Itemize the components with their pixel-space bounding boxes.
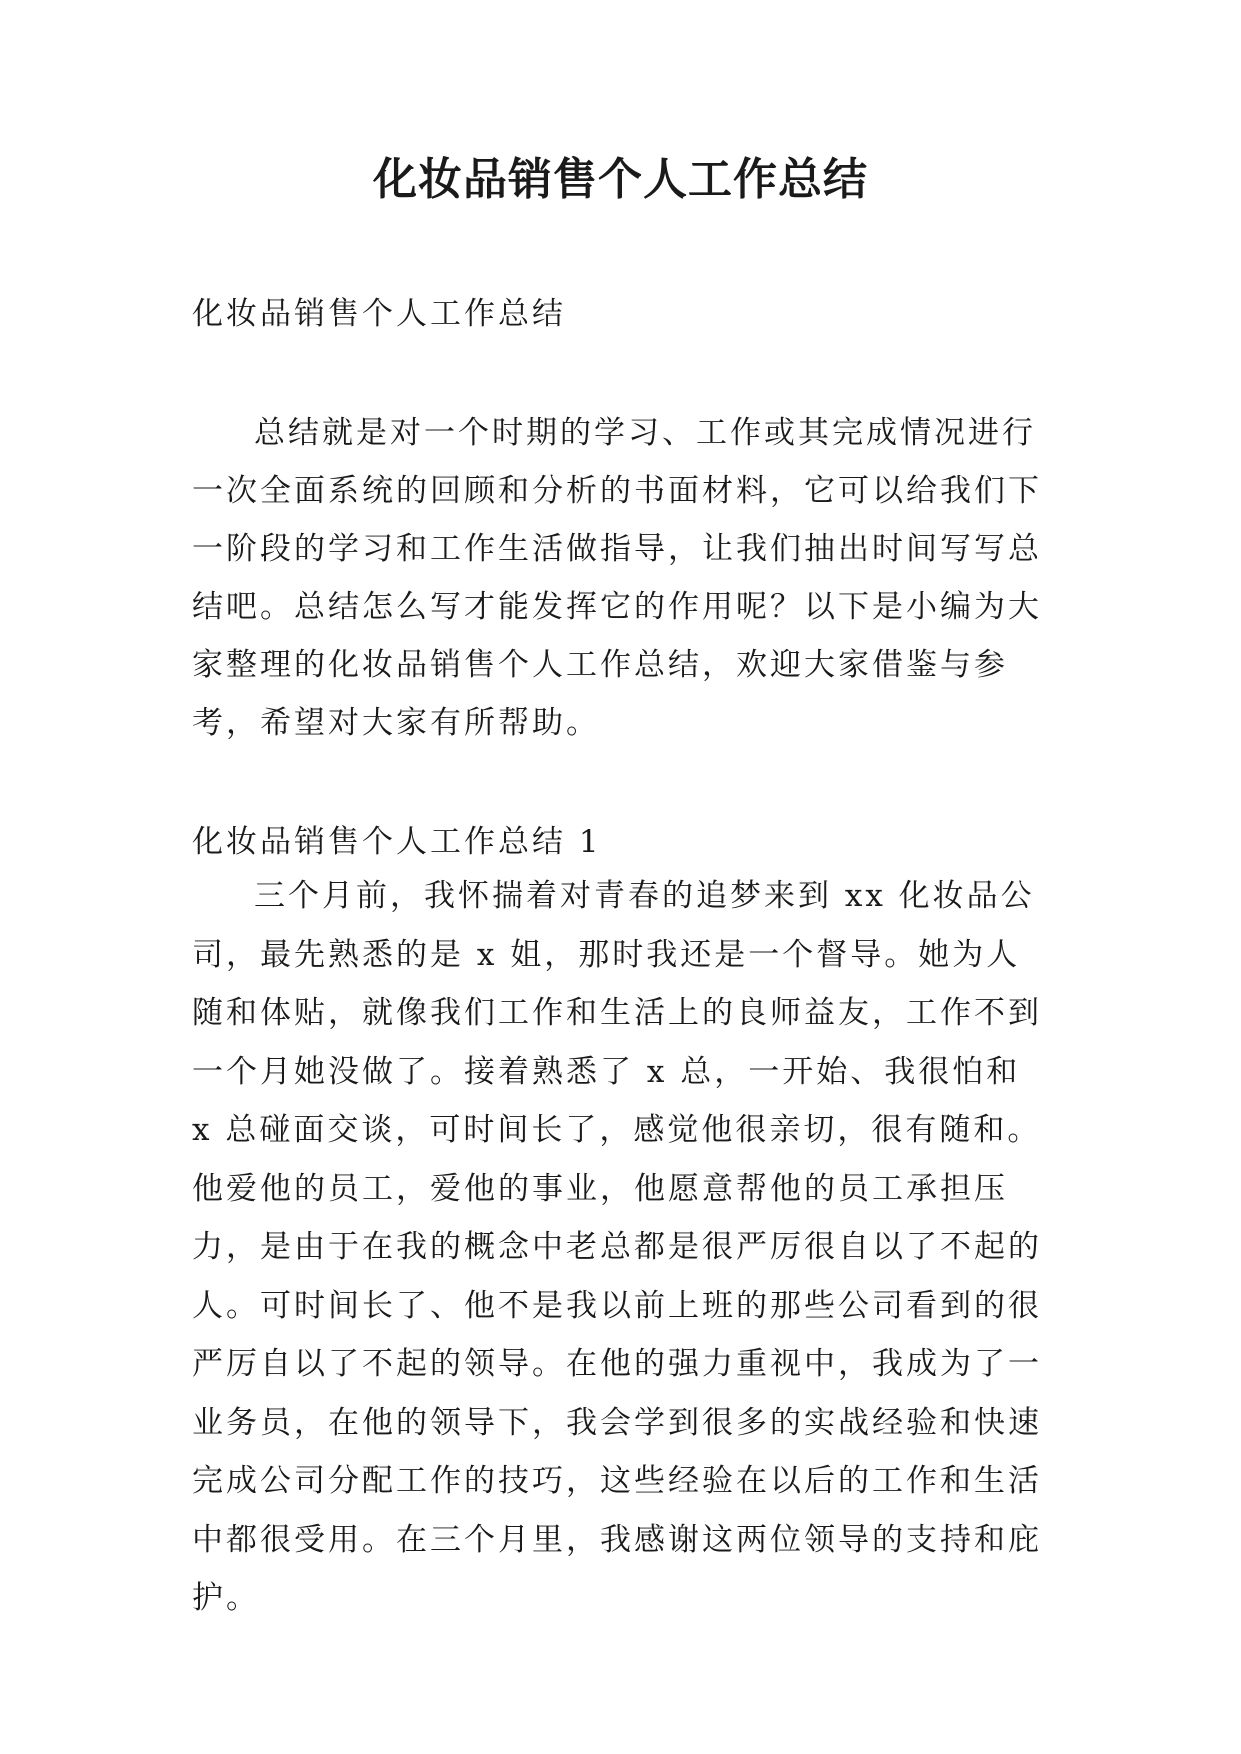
- document-title: 化妆品销售个人工作总结: [373, 154, 868, 205]
- intro-paragraph: 总结就是对一个时期的学习、工作或其完成情况进行一次全面系统的回顾和分析的书面材料，它可以给我们下一阶段的学习和工作生活做指导，让我们抽出时间写写总结吧。总结怎么写才能发挥它的作用呢？以下是小编为大家整理的化妆品销售个人工作总结，欢迎大家借鉴与参考，希望对大家有所帮助。: [192, 415, 1042, 741]
- section-1-paragraph: 三个月前，我怀揣着对青春的追梦来到 xx 化妆品公司，最先熟悉的是 x 姐，那时我还是一个督导。她为人随和体贴，就像我们工作和生活上的良师益友，工作不到一个月她没做了。接着熟悉了 x 总，一开始、我很怕和 x 总碰面交谈，可时间长了，感觉他很亲切，很有随和。他爱他的员工，爱他的事业，他愿意帮他的员工承担压力，是由于在我的概念中老总都是很严厉很自以了不起的人。可时间长了、他不是我以前上班的那些公司看到的很严厉自以了不起的领导。在他的强力重视中，我成为了一业务员，在他的领导下，我会学到很多的实战经验和快速完成公司分配工作的技巧，这些经验在以后的工作和生活中都很受用。在三个月里，我感谢这两位领导的支持和庇护。: [192, 878, 1042, 1616]
- document-subtitle: 化妆品销售个人工作总结: [192, 296, 566, 332]
- section-1-heading: 化妆品销售个人工作总结 1: [192, 824, 602, 860]
